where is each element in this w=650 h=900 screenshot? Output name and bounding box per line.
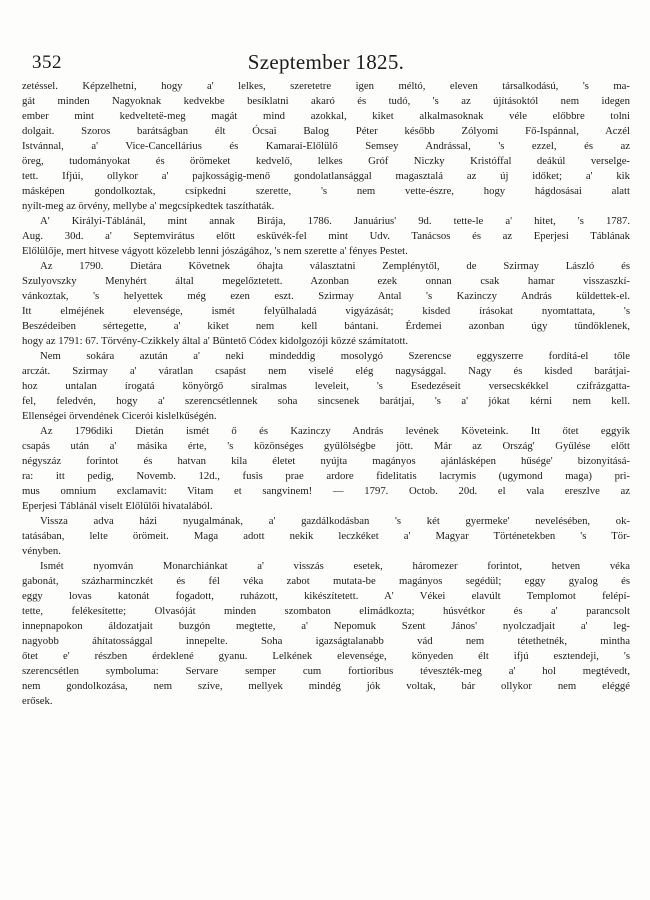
page-number: 352 — [32, 52, 62, 73]
text-line: zetéssel. Képzelhetni, hogy a' lelkes, szeretetre igen méltó, eleven társalkodású, 's ma- — [22, 80, 630, 92]
text-line: őtet e' részben érdeklené gyanu. Lelkének elevensége, könyeden élt ifjú esztendeji, 's — [22, 650, 630, 662]
text-line: gát minden Nagyoknak kedvekbe besíklatni akaró és tudó, 's az újításoktól nem idegen — [22, 95, 630, 107]
text-line: Itt elméjének elevensége, ismét felyülhaladá vigyázását; kisded írásokat nyomtattata, 's — [22, 305, 630, 317]
page-header — [22, 50, 630, 78]
body-text — [22, 79, 630, 709]
text-line: csapás után a' másika érte, 's közönséges gyűlölségbe jött. Már az Ország' Gyűlése előtt — [22, 440, 630, 452]
text-line: tatásában, lelte örömeit. Maga adott nekik leczkéket a' Magyar Történetekben 's Tör- — [22, 530, 630, 542]
text-line: Az 1796diki Dietán ismét ő és Kazinczy András levének Követeink. Itt őtet eggyik — [40, 425, 630, 437]
text-line: mus omnium exclamavit: Vitam et sangvinem! — 1797. Octob. 20d. el vala ereszlve az — [22, 485, 630, 497]
text-line: négyszáz forintot és hatvan kila életet nyújta magányos ajánlásképen hűsége' bizonyításá- — [22, 455, 630, 467]
text-line: Beszédeiben sértegette, a' kiket nem kell bántani. Érdemei azonban úgy tündöklenek, — [22, 320, 630, 332]
text-line: vényben. — [22, 545, 61, 557]
text-line: öreg, tudományokat és örömeket kedvelő, lelkes Gróf Niczky Kristóffal deákúl verselge- — [22, 155, 630, 167]
text-line: nyílt-meg az örvény, mellybe a' megcsípkedtek taszíthaták. — [22, 200, 275, 212]
text-line: Ismét nyomván Monarchiánkat a' visszás esetek, háromezer forintot, hetven véka — [40, 560, 630, 572]
text-line: Istvánnal, a' Vice-Cancellárius és Kamarai-Előlülő Semsey Andrással, 's ezzel, és az — [22, 140, 630, 152]
text-line: szerencsétlen symboluma: Servare semper cum fortioribus téveszték-meg a' hol megtévedt, — [22, 665, 630, 677]
text-line: Aug. 30d. a' Septemvirátus előtt esküvék-fel mint Udv. Tanácsos és az Eperjesi Táblának — [22, 230, 630, 242]
text-line: A' Királyi-Táblánál, mint annak Birája, 1786. Januárius' 9d. tette-le a' hitet, 's 1787. — [40, 215, 630, 227]
text-line: arczát. Szirmay a' váratlan csapást nem viselé elég nagysággal. Nagy és kisded barátjai- — [22, 365, 630, 377]
text-line: nagyobb áhítatossággal innepelte. Soha igazságtalanabb vád nem tétethetnék, mintha — [22, 635, 630, 647]
text-line: Eperjesi Táblánál viselt Előlülői hivatalából. — [22, 500, 213, 512]
text-line: Ellenségei örvendének Cicerói kislelkűségén. — [22, 410, 217, 422]
text-line: ra: itt pedig, Novemb. 12d., fusis prae ardore fidelitatis lacrymis (ugymond maga) pri- — [22, 470, 630, 482]
text-line: Vissza adva házi nyugalmának, a' gazdálkodásban 's két gyermeke' nevelésében, ok- — [40, 515, 630, 527]
text-line: Az 1790. Dietára Követnek óhajta választatni Zemplénytől, de Szirmay László és — [40, 260, 630, 272]
running-title: Szeptember 1825. — [247, 50, 405, 74]
text-line: nem gondolkozása, nem szíve, mellyek mindég jók voltak, bár ollykor nem eléggé — [22, 680, 630, 692]
text-line: Előlülője, mert hitvese vágyott közelebb lenni jószágához, 's nem szerette a' fényes Pestet. — [22, 245, 408, 257]
text-line: tette, felékesítette; Olvasóját minden szombaton elimádkozta; húsvétkor és a' parancsolt — [22, 605, 630, 617]
text-line: dolgait. Szoros barátságban élt Ócsai Balog Péter később Zólyomi Fő-Ispánnal, Aczél — [22, 125, 630, 137]
text-line: Nem sokára azután a' neki mindeddig mosolygó Szerencse eggyszerre fordítá-el tőle — [40, 350, 630, 362]
text-line: hogy az 1791: 67. Törvény-Czikkely által a' Büntető Códex kidolgozóji közzé számítatott. — [22, 335, 409, 347]
text-line: másképen gondolkoztak, csípkedni szerette, 's nem vette-észre, hogy hágdosásai alatt — [22, 185, 630, 197]
text-line: ember mint kedveltetë-meg magát mind azokkal, kiket alkalmasoknak véle előbbre tolni — [22, 110, 630, 122]
text-line: vánkoztak, 's helyettek még ezen eszt. Szirmay Antal 's Kazinczy András küldettek-el. — [22, 290, 630, 302]
text-line: Szulyovszky Menyhért által megelőztetett. Azonban ezek onnan csak hamar visszaszkí- — [22, 275, 630, 287]
text-line: erősek. — [22, 695, 53, 707]
text-line: innepnapokon áldozatjait buzgón megtette, a' Nepomuk Szent János' nyolczadjait a' leg- — [22, 620, 630, 632]
text-line: fel, feledvén, hogy a' szerencsétlennek soha sincsenek barátjai, 's a' jókat kérni nem kell. — [22, 395, 630, 407]
text-line: gabonát, százharminczkét és fél véka zabot mutata-be magányos segédül; eggy gyalog és — [22, 575, 630, 587]
text-line: tett. Ifjúi, ollykor a' pajkosságig-menő gondolatlansággal magasztalá az új időket; a' kik — [22, 170, 630, 182]
text-line: eggy lovas katonát fogadott, ruházott, kikészítetett. A' Vékei elavúlt Templomot felépí- — [22, 590, 630, 602]
text-line: hoz untalan írogatá könyörgő siralmas leveleit, 's Esedezéseit versecskékkel czifrázgatta- — [22, 380, 630, 392]
